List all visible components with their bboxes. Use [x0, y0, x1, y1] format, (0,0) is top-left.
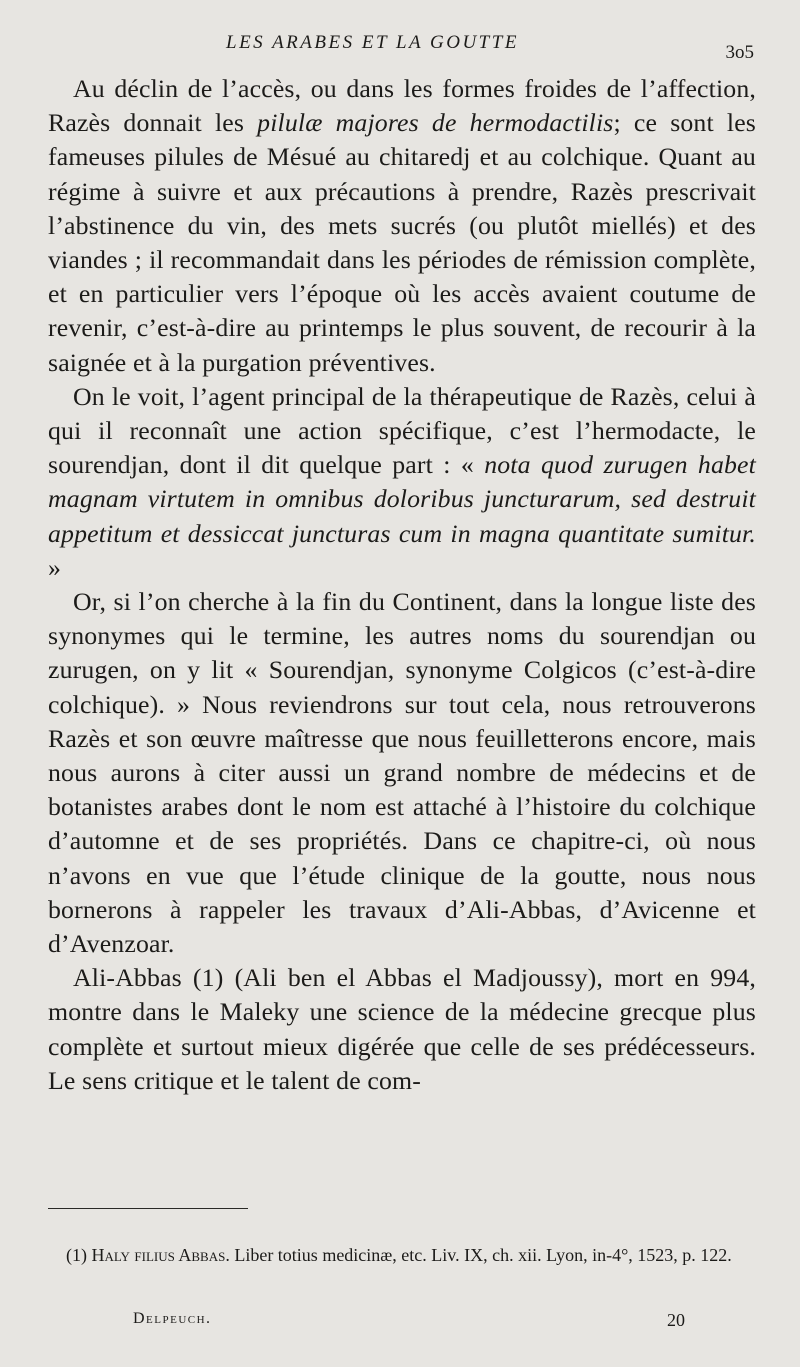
footnote: [48, 1242, 760, 1268]
paragraph: [48, 380, 756, 585]
body-text: [48, 72, 756, 1098]
italic-quote: pilulæ majores de hermodactilis: [257, 108, 614, 138]
page-header: [48, 32, 760, 62]
page-number: 3o5: [725, 42, 754, 63]
paragraph-text: Ali-Abbas (1) (Ali ben el Abbas el Madjoussy), mort en 994, montre dans le Maleky une science de la médecine grecque plus complète et surtout mieux digérée que celle de ses prédécesseurs. Le sens critique et le talent de com-: [48, 963, 756, 1095]
signature-number: 20: [667, 1310, 685, 1330]
paragraph-text: Or, si l’on cherche à la fin du Continent, dans la longue liste des synonymes qui le termine, les autres noms du sourendjan ou zurugen, on y lit « Sourendjan, synonyme Colgicos (c’est-à-dire colchique). » Nous reviendrons sur tout cela, nous retrouverons Razès et son œuvre maîtresse que nous feuilletterons encore, mais nous aurons à citer aussi un grand nombre de médecins et de botanistes arabes dont le nom est attaché à l’histoire du colchique d’automne et de ses propriétés. Dans ce chapitre-ci, où nous n’avons en vue que l’étude clinique de la goutte, nous nous bornerons à rappeler les travaux d’Ali-Abbas, d’Avicenne et d’Avenzoar.: [48, 587, 756, 959]
paragraph-text: On le voit, l’agent principal de la thérapeutique de Razès, celui à qui il reconnaît une action spécifique, c’est l’hermodacte, le sourendjan, dont il dit quelque part : «: [48, 381, 756, 480]
printer-signature: Delpeuch.: [133, 1310, 212, 1327]
footnote-author: Haly filius Abbas: [91, 1245, 226, 1265]
footnote-rule: [48, 1208, 248, 1209]
running-head: LES ARABES ET LA GOUTTE: [226, 32, 519, 53]
paragraph-text: »: [48, 552, 62, 582]
footnote-marker: (1): [66, 1245, 87, 1265]
footnote-text: . Liber totius medicinæ, etc. Liv. IX, ch. xii. Lyon, in-4°, 1523, p. 122.: [225, 1245, 732, 1265]
paragraph: [48, 72, 756, 380]
paragraph-text: Au déclin de l’accès, ou dans les formes froides de l’affection, Razès donnait les: [48, 74, 756, 138]
paragraph: [48, 585, 756, 961]
paragraph: [48, 961, 756, 1098]
page-footer: [48, 1310, 760, 1334]
italic-quote: nota quod zurugen habet magnam virtutem in omnibus doloribus juncturarum, sed destruit appetitum et dessiccat juncturas cum in magna quantitate sumitur.: [48, 450, 756, 548]
paragraph-text: ; ce sont les fameuses pilules de Mésué au chitaredj et au colchique. Quant au régime à suivre et aux précautions à prendre, Razès prescrivait l’abstinence du vin, des mets sucrés (ou plutôt miellés) et des viandes ; il recommandait dans les périodes de rémission complète, et en particulier vers l’époque où les accès avaient coutume de revenir, c’est-à-dire au printemps le plus souvent, de recourir à la saignée et à la purgation préventives.: [48, 108, 756, 377]
